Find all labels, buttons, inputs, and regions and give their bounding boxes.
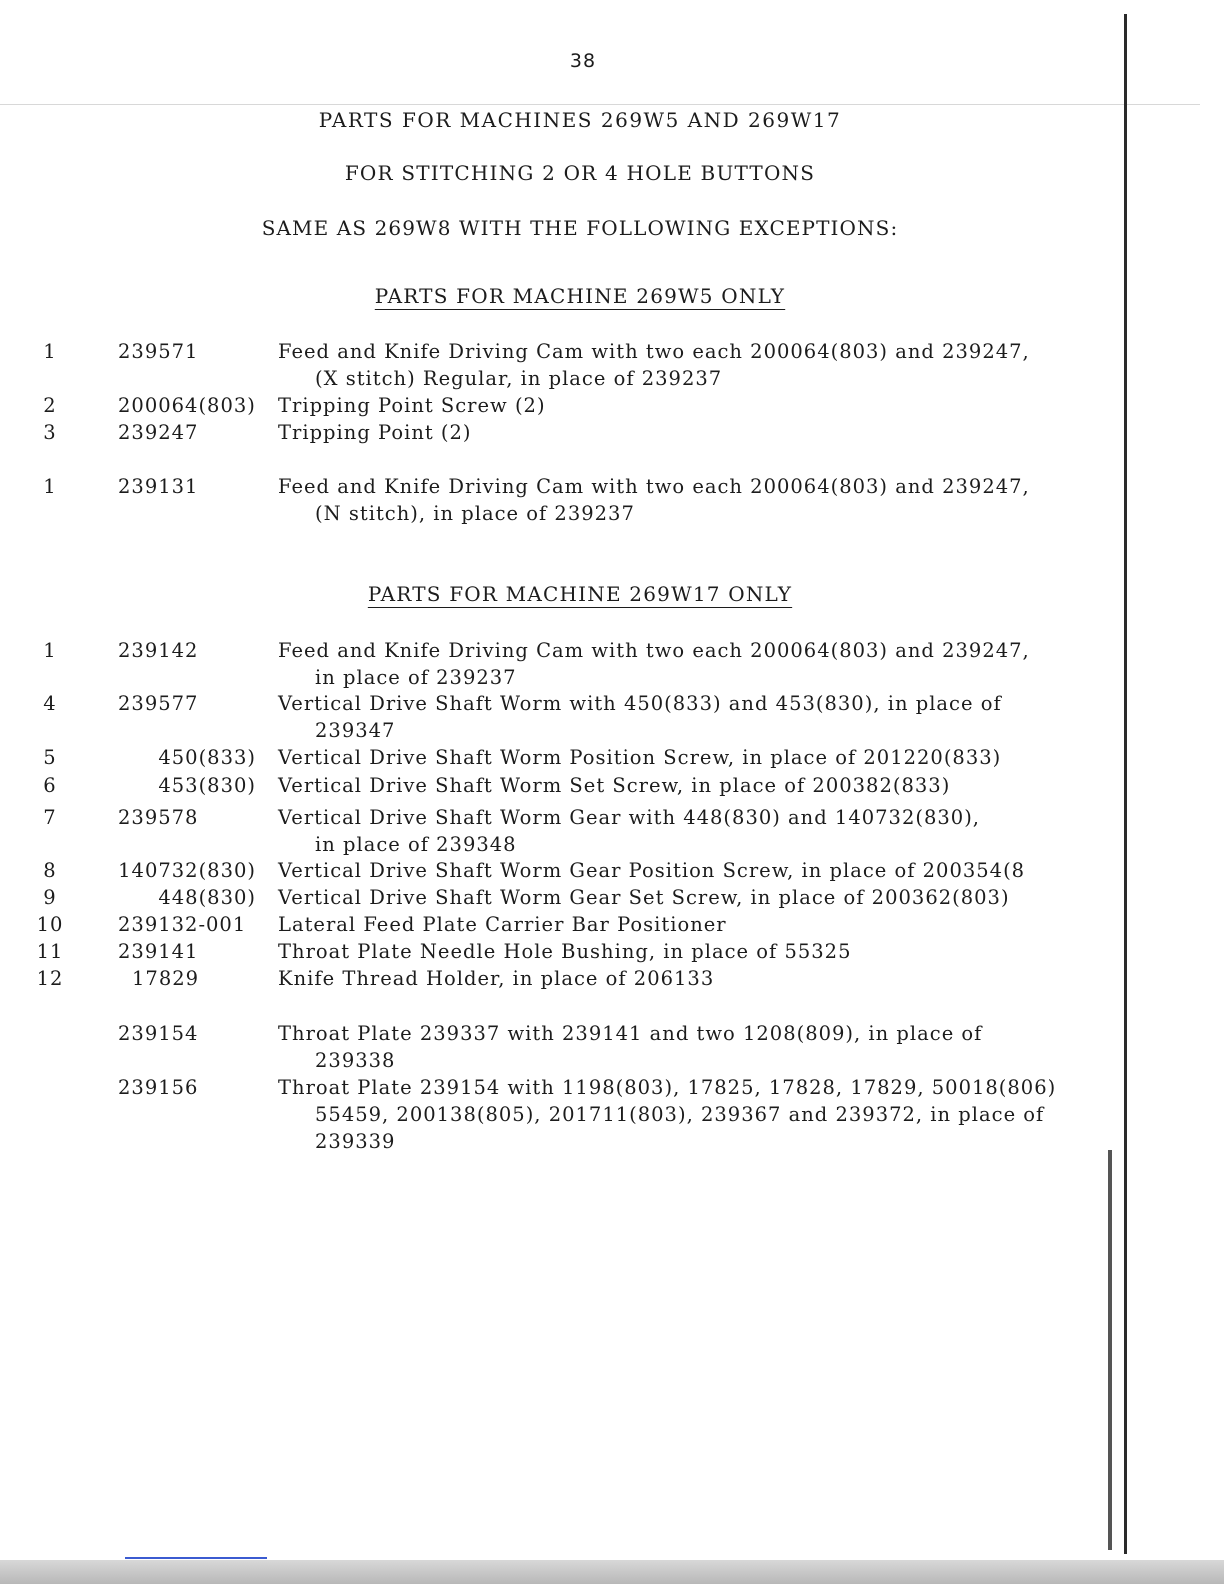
part-number: 239142 — [118, 639, 199, 662]
page-number: 38 — [569, 50, 597, 72]
scan-rule — [0, 104, 1200, 105]
scan-edge — [1124, 14, 1127, 1554]
part-number: 239141 — [118, 940, 199, 963]
part-description — [278, 911, 1120, 938]
scan-blue-mark — [125, 1557, 267, 1559]
section-heading-269w17-text: PARTS FOR MACHINE 269W17 ONLY — [367, 582, 793, 606]
description-line: Vertical Drive Shaft Worm Set Screw, in place of 200382(833) — [278, 774, 951, 797]
part-number: 239247 — [118, 421, 199, 444]
description-line: Throat Plate 239154 with 1198(803), 17825, 17828, 17829, 50018(806) — [278, 1076, 1057, 1099]
part-number: 239571 — [118, 340, 199, 363]
ref-number: 4 — [43, 692, 57, 715]
description-line: Vertical Drive Shaft Worm Position Screw, in place of 201220(833) — [278, 746, 1002, 769]
part-number: 239132-001 — [118, 913, 247, 936]
description-line: Throat Plate Needle Hole Bushing, in place of 55325 — [278, 940, 852, 963]
part-description — [278, 1074, 1120, 1155]
section-heading-269w17 — [0, 582, 1160, 606]
part-number: 17829 — [132, 967, 200, 990]
scan-bottom-strip — [0, 1560, 1224, 1584]
ref-number: 5 — [43, 746, 57, 769]
description-line: Vertical Drive Shaft Worm Gear Position Screw, in place of 200354(8 — [278, 859, 1026, 882]
description-line: Knife Thread Holder, in place of 206133 — [278, 967, 715, 990]
ref-number: 9 — [43, 886, 57, 909]
part-description — [278, 772, 1120, 799]
ref-number: 12 — [36, 967, 64, 990]
part-description — [278, 965, 1120, 992]
part-description — [278, 637, 1120, 691]
part-description — [278, 857, 1120, 884]
section-heading-269w5 — [0, 284, 1160, 308]
part-number: 140732(830) — [118, 859, 256, 882]
description-line: Feed and Knife Driving Cam with two each 200064(803) and 239247, — [278, 639, 1030, 662]
part-number: 239131 — [118, 475, 199, 498]
part-description — [278, 392, 1120, 419]
part-description — [278, 690, 1120, 744]
page-subtitle: FOR STITCHING 2 OR 4 HOLE BUTTONS — [344, 161, 816, 185]
description-line: Vertical Drive Shaft Worm Gear with 448(830) and 140732(830), — [278, 806, 980, 829]
part-description — [278, 419, 1120, 446]
description-line: in place of 239348 — [315, 833, 517, 856]
description-line: Tripping Point Screw (2) — [278, 394, 546, 417]
page-title: PARTS FOR MACHINES 269W5 AND 269W17 — [318, 108, 842, 132]
description-line: 239338 — [315, 1049, 396, 1072]
description-line: Throat Plate 239337 with 239141 and two 1208(809), in place of — [278, 1022, 983, 1045]
ref-number: 11 — [36, 940, 64, 963]
part-number: 239154 — [118, 1022, 199, 1045]
description-line: (N stitch), in place of 239237 — [315, 502, 635, 525]
ref-number: 1 — [43, 475, 57, 498]
ref-number: 3 — [43, 421, 57, 444]
description-line: Feed and Knife Driving Cam with two each 200064(803) and 239247, — [278, 340, 1030, 363]
part-number: 448(830) — [158, 886, 256, 909]
part-description — [278, 938, 1120, 965]
part-number: 450(833) — [158, 746, 256, 769]
part-description — [278, 473, 1120, 527]
section-heading-269w5-text: PARTS FOR MACHINE 269W5 ONLY — [374, 284, 786, 308]
part-number: 453(830) — [158, 774, 256, 797]
description-line: 55459, 200138(805), 201711(803), 239367 and 239372, in place of — [315, 1103, 1045, 1126]
description-line: Lateral Feed Plate Carrier Bar Positioner — [278, 913, 727, 936]
description-line: 239339 — [315, 1130, 396, 1153]
ref-number: 1 — [43, 639, 57, 662]
ref-number: 6 — [43, 774, 57, 797]
description-line: in place of 239237 — [315, 666, 517, 689]
description-line: Feed and Knife Driving Cam with two each 200064(803) and 239247, — [278, 475, 1030, 498]
ref-number: 7 — [43, 806, 57, 829]
part-description — [278, 338, 1120, 392]
part-description — [278, 804, 1120, 858]
ref-number: 8 — [43, 859, 57, 882]
description-line: 239347 — [315, 719, 396, 742]
description-line: Vertical Drive Shaft Worm Gear Set Screw, in place of 200362(803) — [278, 886, 1010, 909]
part-number: 239578 — [118, 806, 199, 829]
description-line: Vertical Drive Shaft Worm with 450(833) and 453(830), in place of — [278, 692, 1002, 715]
part-number: 200064(803) — [118, 394, 256, 417]
exceptions-note: SAME AS 269W8 WITH THE FOLLOWING EXCEPTIONS: — [261, 216, 899, 240]
part-description — [278, 744, 1120, 771]
ref-number: 10 — [36, 913, 64, 936]
description-line: (X stitch) Regular, in place of 239237 — [315, 367, 723, 390]
description-line: Tripping Point (2) — [278, 421, 472, 444]
part-number: 239577 — [118, 692, 199, 715]
part-number: 239156 — [118, 1076, 199, 1099]
ref-number: 2 — [43, 394, 57, 417]
scan-edge-shadow — [1108, 1150, 1112, 1550]
part-description — [278, 1020, 1120, 1074]
part-description — [278, 884, 1120, 911]
ref-number: 1 — [43, 340, 57, 363]
